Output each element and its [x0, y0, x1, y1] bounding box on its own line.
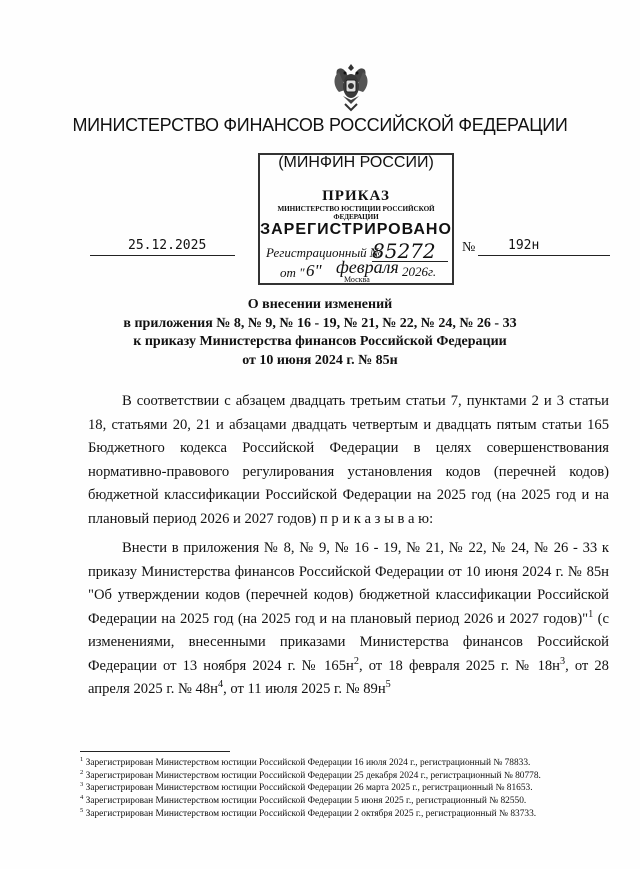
stamp-day — [306, 261, 322, 281]
footnote-mark: 5 — [80, 806, 84, 814]
footnote-item — [80, 808, 620, 821]
date-underline — [90, 255, 235, 256]
body-text-span: , от 18 февраля 2025 г. № 18н — [358, 657, 560, 674]
body-text-span: Внести в приложения № 8, № 9, № 16 - 19, № 21, № 22, № 24, № 26 - 33 к приказу Министерства финансов Российской Федерации от 10 июня 2024 г. № 85н "Об утверждении кодов (перечней кодов) бюджетной классификации Российской Федерации на 2025 год (на 2025 год и на плановый период 2026 и 2027 годов)" — [88, 540, 609, 627]
footnote-ref[interactable]: 3 — [559, 655, 566, 667]
footnote-item — [80, 795, 620, 808]
footnote-ref[interactable]: 1 — [588, 608, 594, 620]
footnote-item — [80, 782, 620, 795]
stamp-registration-number: 85272 — [372, 239, 436, 263]
stamp-day-value: 6 — [306, 261, 315, 280]
footnote-mark: 4 — [80, 793, 84, 801]
heading-line: в приложения № 8, № 9, № 16 - 19, № 21, № 22, № 24, № 26 - 33 — [123, 315, 517, 331]
body-paragraph — [88, 537, 609, 702]
footnote-ref[interactable]: 4 — [217, 679, 224, 691]
stamp-year: 2026г. — [402, 264, 437, 279]
footnote-divider — [80, 751, 230, 752]
stamp-city: Москва — [344, 275, 370, 284]
footnote-item — [80, 757, 620, 770]
coat-of-arms-icon — [329, 60, 373, 112]
order-body — [88, 390, 609, 702]
number-underline — [478, 255, 610, 256]
footnote-mark: 3 — [80, 781, 84, 789]
stamp-registered-label: ЗАРЕГИСТРИРОВАНО — [260, 221, 452, 238]
stamp-ministry-of-justice: МИНИСТЕРСТВО ЮСТИЦИИ РОССИЙСКОЙ ФЕДЕРАЦИИ — [277, 205, 435, 221]
footnote-ref[interactable]: 2 — [353, 655, 359, 667]
body-text-span: , от 28 апреля 2025 г. № 48н — [88, 657, 609, 697]
stamp-month: февраля — [336, 257, 399, 277]
footnote-text: Зарегистрирован Министерством юстиции Российской Федерации 16 июля 2024 г., регистрационный № 78833. — [83, 758, 531, 768]
body-text-span: , от 11 июля 2025 г. № 89н — [223, 681, 386, 697]
footnote-text: Зарегистрирован Министерством юстиции Российской Федерации 25 декабря 2024 г., регистрационный № 80778. — [83, 770, 541, 781]
heading-line: О внесении изменений — [247, 297, 393, 312]
ministry-title: МИНИСТЕРСТВО ФИНАНСОВ РОССИЙСКОЙ ФЕДЕРАЦИИ — [72, 115, 568, 135]
order-number-label: № — [462, 240, 476, 255]
footnotes — [80, 757, 620, 821]
stamp-registration-label: Регистрационный № — [266, 245, 383, 260]
heading-line: к приказу Министерства финансов Российской Федерации — [133, 334, 507, 349]
order-date: 25.12.2025 — [128, 238, 207, 253]
document-type-label: ПРИКАЗ — [322, 188, 390, 204]
order-heading — [0, 296, 640, 370]
footnote-ref[interactable]: 5 — [385, 679, 391, 691]
order-number: 192н — [508, 238, 540, 253]
footnote-text: Зарегистрирован Министерством юстиции Российской Федерации 26 марта 2025 г., регистрационный № 81653. — [83, 783, 533, 794]
stamp-day-quote: " — [314, 261, 322, 280]
stamp-minfin-text: (МИНФИН РОССИИ) — [278, 154, 434, 171]
footnote-text: Зарегистрирован Министерством юстиции Российской Федерации 2 октября 2025 г., регистрационный № 83733. — [83, 808, 537, 819]
body-text-span: (с изменениями, внесенными приказами Министерства финансов Российской Федерации от 13 ноября 2024 г. № 165н — [88, 610, 609, 674]
heading-line: от 10 июня 2024 г. № 85н — [242, 352, 398, 368]
footnote-text: Зарегистрирован Министерством юстиции Российской Федерации 5 июня 2025 г., регистрационный № 82550. — [83, 796, 527, 807]
footnote-item — [80, 770, 620, 783]
body-paragraph: В соответствии с абзацем двадцать третьим статьи 7, пунктами 2 и 3 статьи 18, статьями 20, 21 и абзацами двадцать четвертым и двадцать пятым статьи 165 Бюджетного кодекса Российской Федерации в целях совершенствования нормативно-правового регулирования установления кодов (перечней кодов) бюджетной классификации Российской Федерации на 2025 год (на 2025 год и на плановый период 2026 и 2027 годов) п р и к а з ы в а ю: — [88, 393, 609, 527]
footnote-mark: 1 — [80, 755, 84, 763]
registration-stamp — [258, 153, 454, 285]
stamp-ot-label: от " — [280, 265, 305, 280]
footnote-mark: 2 — [80, 768, 84, 776]
